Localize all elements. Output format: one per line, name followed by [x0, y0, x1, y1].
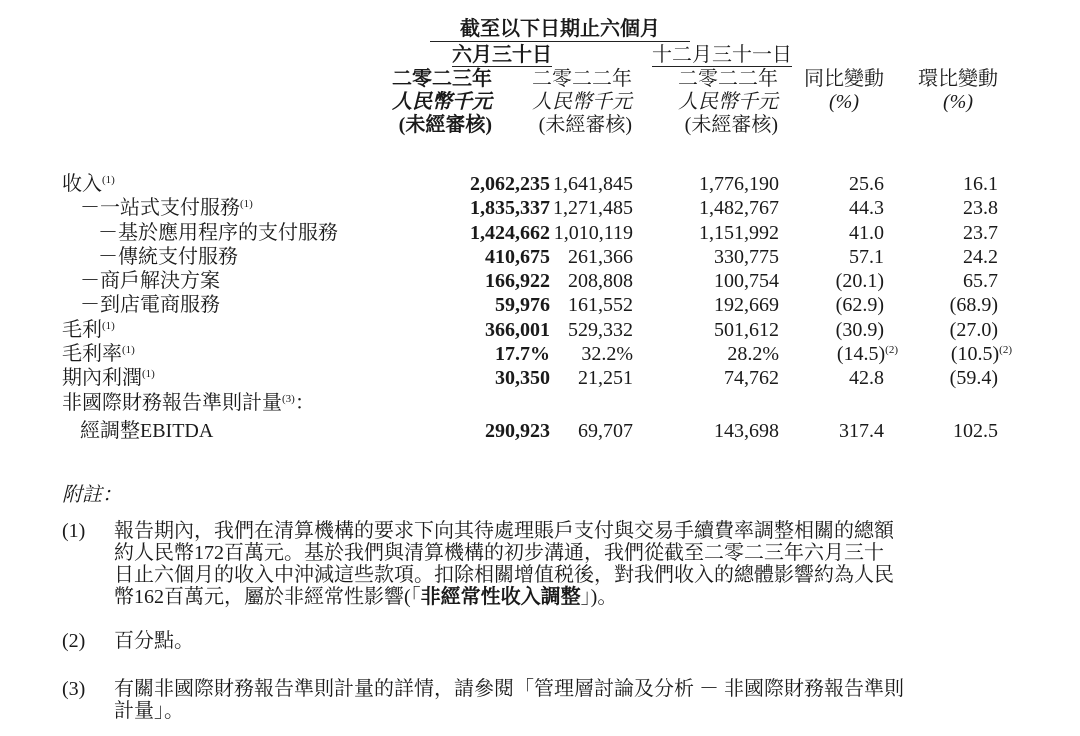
- row-label: 非國際財務報告準則計量$^{(3)}$：: [62, 391, 315, 414]
- cell-qoq: 16.1: [963, 173, 998, 195]
- note-text: 報告期內，我們在清算機構的要求下向其待處理賬戶支付與交易手續費率調整相關的總額 約人民幣172百萬元。基於我們與清算機構的初步溝通，我們從截至二零二三年六月三十 日止六個月的收入中沖減這些款項。扣除相關增值税後，對我們收入的總體影響約為人民 幣162百萬元，屬於非經常性影響(「非經常性收入調整」)。: [114, 520, 894, 608]
- period-rule: [430, 41, 690, 42]
- table-row: [62, 318, 1022, 342]
- col-head-qoq: 環比變動 (%): [918, 68, 998, 113]
- date-dec31: 十二月三十一日: [652, 44, 792, 66]
- cell-2023: 30,350: [495, 367, 550, 390]
- row-label: －傳統支付服務: [98, 245, 238, 268]
- cell-2022-dec: 1,776,190: [699, 173, 779, 195]
- table-row: [62, 221, 1022, 245]
- col-head-2022-dec: 二零二二年 人民幣千元 (未經審核): [678, 68, 778, 136]
- cell-yoy: 25.6: [849, 173, 884, 195]
- row-label: 收入$^{(1)}$: [62, 173, 115, 195]
- note-text: 有關非國際財務報告準則計量的詳情，請參閱「管理層討論及分析 － 非國際財務報告準則 計量」。: [114, 678, 904, 722]
- cell-yoy: (62.9): [835, 294, 884, 317]
- table-row: [62, 245, 1022, 269]
- cell-qoq: 102.5: [953, 419, 998, 442]
- cell-qoq: 23.8: [963, 197, 998, 220]
- cell-2023: 366,001: [485, 318, 550, 341]
- cell-2023: 166,922: [485, 270, 550, 293]
- period-header: [430, 18, 690, 40]
- notes-title: 附註：: [62, 484, 122, 506]
- note-number: (2): [62, 630, 86, 652]
- col-head-yoy: 同比變動 (%): [804, 68, 884, 113]
- table-row: [62, 391, 1022, 415]
- cell-2022-dec: 28.2%: [727, 343, 779, 366]
- cell-2022-dec: 74,762: [724, 367, 779, 390]
- note-number: (3): [62, 678, 86, 700]
- cell-2022-dec: 192,669: [714, 294, 779, 317]
- table-row: [62, 269, 1022, 293]
- note-text: 百分點。: [114, 630, 194, 652]
- cell-yoy: 41.0: [849, 221, 884, 244]
- period-label: 截至以下日期止六個月: [460, 18, 660, 40]
- cell-2022-jun: 21,251: [578, 367, 633, 390]
- row-label: 毛利$^{(1)}$: [62, 318, 115, 341]
- cell-2022-dec: 501,612: [714, 318, 779, 341]
- cell-2022-jun: 69,707: [578, 419, 633, 442]
- cell-2022-jun: 208,808: [568, 270, 633, 293]
- cell-2023: 2,062,235: [470, 173, 550, 195]
- cell-yoy: 317.4: [839, 419, 884, 442]
- cell-yoy: 44.3: [849, 197, 884, 220]
- table-row: [62, 196, 1022, 220]
- cell-2023: 1,424,662: [470, 221, 550, 244]
- cell-yoy: 42.8: [849, 367, 884, 390]
- cell-qoq: (27.0): [949, 318, 998, 341]
- cell-qoq: 23.7: [963, 221, 998, 244]
- table-row: [62, 366, 1022, 390]
- table-row: [62, 172, 1022, 196]
- cell-2022-dec: 1,151,992: [699, 221, 779, 244]
- cell-2022-jun: 1,641,845: [553, 173, 633, 195]
- cell-qoq: (59.4): [949, 367, 998, 390]
- cell-2022-dec: 100,754: [714, 270, 779, 293]
- row-label: －商戶解決方案: [80, 270, 220, 293]
- row-label: 毛利率$^{(1)}$: [62, 343, 135, 366]
- row-label: －到店電商服務: [80, 294, 220, 317]
- row-label: 期內利潤$^{(1)}$: [62, 367, 155, 390]
- cell-yoy: (30.9): [835, 318, 884, 341]
- table-row: [62, 419, 1022, 443]
- cell-2022-dec: 330,775: [714, 245, 779, 268]
- cell-yoy: (20.1): [835, 270, 884, 293]
- table-row: [62, 342, 1022, 366]
- cell-qoq: 24.2: [963, 245, 998, 268]
- cell-2022-jun: 161,552: [568, 294, 633, 317]
- cell-yoy: $(14.5)^{(2)}$: [836, 343, 898, 366]
- cell-qoq: $(10.5)^{(2)}$: [950, 343, 1012, 366]
- financial-table: [62, 172, 1022, 443]
- cell-2022-dec: 143,698: [714, 419, 779, 442]
- cell-2022-jun: 32.2%: [581, 343, 633, 366]
- cell-2023: 410,675: [485, 245, 550, 268]
- cell-2023: 59,976: [495, 294, 550, 317]
- date-jun30: 六月三十日: [452, 44, 552, 66]
- cell-2022-dec: 1,482,767: [699, 197, 779, 220]
- row-label: －基於應用程序的支付服務: [98, 221, 338, 244]
- cell-qoq: 65.7: [963, 270, 998, 293]
- table-row: [62, 293, 1022, 317]
- note-number: (1): [62, 520, 86, 542]
- cell-yoy: 57.1: [849, 245, 884, 268]
- col-head-2023: 二零二三年 人民幣千元 (未經審核): [392, 68, 492, 136]
- cell-2022-jun: 1,010,119: [553, 221, 633, 244]
- cell-2023: 17.7%: [495, 343, 550, 366]
- cell-2022-jun: 529,332: [568, 318, 633, 341]
- row-label: 經調整EBITDA: [80, 419, 214, 442]
- row-label: －一站式支付服務$^{(1)}$: [80, 197, 253, 220]
- col-head-2022-jun: 二零二二年 人民幣千元 (未經審核): [532, 68, 632, 136]
- cell-2022-jun: 1,271,485: [553, 197, 633, 220]
- cell-2022-jun: 261,366: [568, 245, 633, 268]
- cell-qoq: (68.9): [949, 294, 998, 317]
- cell-2023: 290,923: [485, 419, 550, 442]
- cell-2023: 1,835,337: [470, 197, 550, 220]
